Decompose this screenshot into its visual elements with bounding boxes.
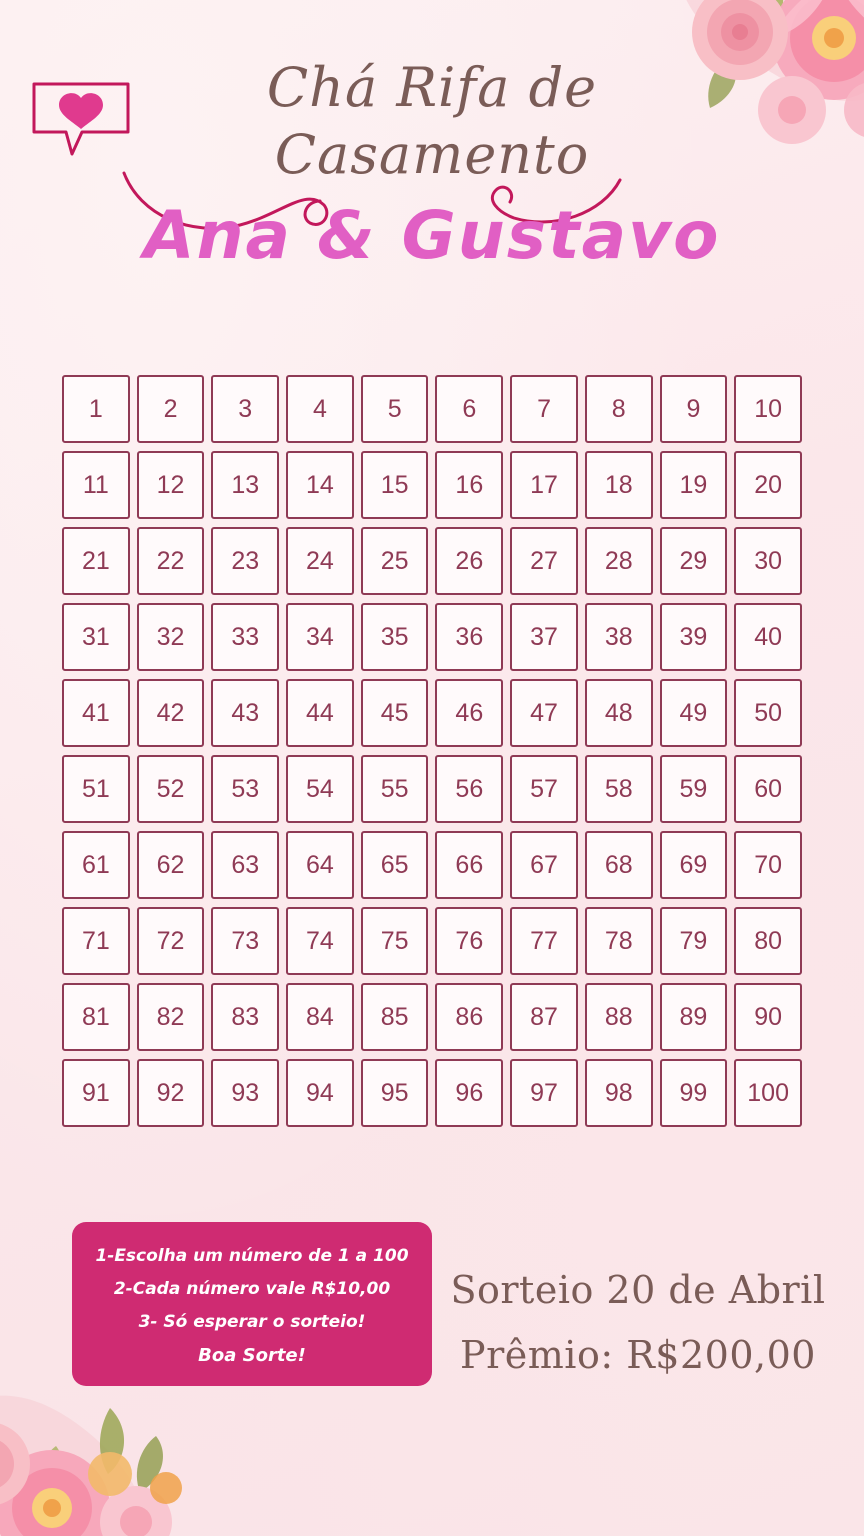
number-cell[interactable]: 63: [211, 831, 279, 899]
title-line-2: Casamento: [274, 122, 590, 186]
number-cell[interactable]: 95: [361, 1059, 429, 1127]
number-cell[interactable]: 82: [137, 983, 205, 1051]
number-cell[interactable]: 47: [510, 679, 578, 747]
number-cell[interactable]: 72: [137, 907, 205, 975]
poster-header: [0, 56, 864, 275]
number-cell[interactable]: 53: [211, 755, 279, 823]
number-cell[interactable]: 51: [62, 755, 130, 823]
number-cell[interactable]: 29: [660, 527, 728, 595]
number-cell[interactable]: 77: [510, 907, 578, 975]
number-cell[interactable]: 17: [510, 451, 578, 519]
number-cell[interactable]: 43: [211, 679, 279, 747]
number-cell[interactable]: 73: [211, 907, 279, 975]
number-cell[interactable]: 36: [435, 603, 503, 671]
number-cell[interactable]: 98: [585, 1059, 653, 1127]
number-cell[interactable]: 70: [734, 831, 802, 899]
number-cell[interactable]: 4: [286, 375, 354, 443]
number-cell[interactable]: 13: [211, 451, 279, 519]
number-cell[interactable]: 23: [211, 527, 279, 595]
number-cell[interactable]: 96: [435, 1059, 503, 1127]
rules-box: [72, 1222, 432, 1386]
draw-date: Sorteio 20 de Abril: [450, 1268, 826, 1312]
number-cell[interactable]: 74: [286, 907, 354, 975]
number-cell[interactable]: 90: [734, 983, 802, 1051]
number-cell[interactable]: 31: [62, 603, 130, 671]
number-cell[interactable]: 67: [510, 831, 578, 899]
number-cell[interactable]: 8: [585, 375, 653, 443]
number-cell[interactable]: 86: [435, 983, 503, 1051]
rule-item: 2-Cada número vale R$10,00: [113, 1279, 391, 1300]
draw-info: [432, 1258, 844, 1387]
number-cell[interactable]: 93: [211, 1059, 279, 1127]
number-grid: [62, 375, 802, 1127]
title-line-1: Chá Rifa de: [266, 56, 598, 119]
good-luck-text: Boa Sorte!: [198, 1345, 306, 1367]
number-cell[interactable]: 3: [211, 375, 279, 443]
number-cell[interactable]: 80: [734, 907, 802, 975]
number-cell[interactable]: 49: [660, 679, 728, 747]
number-cell[interactable]: 92: [137, 1059, 205, 1127]
number-cell[interactable]: 37: [510, 603, 578, 671]
number-cell[interactable]: 15: [361, 451, 429, 519]
number-cell[interactable]: 97: [510, 1059, 578, 1127]
number-cell[interactable]: 26: [435, 527, 503, 595]
number-cell[interactable]: 65: [361, 831, 429, 899]
number-cell[interactable]: 61: [62, 831, 130, 899]
number-cell[interactable]: 24: [286, 527, 354, 595]
number-cell[interactable]: 91: [62, 1059, 130, 1127]
number-cell[interactable]: 12: [137, 451, 205, 519]
number-cell[interactable]: 66: [435, 831, 503, 899]
number-cell[interactable]: 41: [62, 679, 130, 747]
number-cell[interactable]: 44: [286, 679, 354, 747]
number-cell[interactable]: 54: [286, 755, 354, 823]
number-cell[interactable]: 100: [734, 1059, 802, 1127]
number-cell[interactable]: 76: [435, 907, 503, 975]
number-cell[interactable]: 60: [734, 755, 802, 823]
number-cell[interactable]: 28: [585, 527, 653, 595]
number-cell[interactable]: 57: [510, 755, 578, 823]
number-cell[interactable]: 88: [585, 983, 653, 1051]
number-cell[interactable]: 7: [510, 375, 578, 443]
number-cell[interactable]: 83: [211, 983, 279, 1051]
number-cell[interactable]: 22: [137, 527, 205, 595]
number-cell[interactable]: 81: [62, 983, 130, 1051]
number-cell[interactable]: 68: [585, 831, 653, 899]
number-cell[interactable]: 75: [361, 907, 429, 975]
number-cell[interactable]: 21: [62, 527, 130, 595]
prize-amount: Prêmio: R$200,00: [460, 1332, 816, 1377]
number-cell[interactable]: 58: [585, 755, 653, 823]
number-cell[interactable]: 1: [62, 375, 130, 443]
number-cell[interactable]: 19: [660, 451, 728, 519]
number-cell[interactable]: 85: [361, 983, 429, 1051]
rule-item: 3- Só esperar o sorteio!: [138, 1312, 366, 1333]
number-cell[interactable]: 64: [286, 831, 354, 899]
number-cell[interactable]: 59: [660, 755, 728, 823]
number-cell[interactable]: 20: [734, 451, 802, 519]
number-cell[interactable]: 35: [361, 603, 429, 671]
number-cell[interactable]: 2: [137, 375, 205, 443]
number-cell[interactable]: 79: [660, 907, 728, 975]
number-cell[interactable]: 40: [734, 603, 802, 671]
number-cell[interactable]: 56: [435, 755, 503, 823]
number-cell[interactable]: 52: [137, 755, 205, 823]
number-cell[interactable]: 30: [734, 527, 802, 595]
number-cell[interactable]: 38: [585, 603, 653, 671]
number-cell[interactable]: 94: [286, 1059, 354, 1127]
rule-item: 1-Escolha um número de 1 a 100: [95, 1246, 409, 1266]
number-cell[interactable]: 5: [361, 375, 429, 443]
number-cell[interactable]: 14: [286, 451, 354, 519]
number-cell[interactable]: 55: [361, 755, 429, 823]
number-cell[interactable]: 6: [435, 375, 503, 443]
number-cell[interactable]: 16: [435, 451, 503, 519]
number-cell[interactable]: 45: [361, 679, 429, 747]
number-cell[interactable]: 84: [286, 983, 354, 1051]
number-cell[interactable]: 10: [734, 375, 802, 443]
number-cell[interactable]: 46: [435, 679, 503, 747]
number-cell[interactable]: 78: [585, 907, 653, 975]
number-cell[interactable]: 62: [137, 831, 205, 899]
number-cell[interactable]: 9: [660, 375, 728, 443]
number-cell[interactable]: 32: [137, 603, 205, 671]
number-cell[interactable]: 18: [585, 451, 653, 519]
number-cell[interactable]: 48: [585, 679, 653, 747]
number-cell[interactable]: 87: [510, 983, 578, 1051]
number-cell[interactable]: 27: [510, 527, 578, 595]
number-cell[interactable]: 89: [660, 983, 728, 1051]
number-cell[interactable]: 99: [660, 1059, 728, 1127]
couple-names: Ana & Gustavo: [143, 197, 721, 275]
number-cell[interactable]: 39: [660, 603, 728, 671]
number-cell[interactable]: 71: [62, 907, 130, 975]
number-cell[interactable]: 25: [361, 527, 429, 595]
number-cell[interactable]: 11: [62, 451, 130, 519]
number-cell[interactable]: 34: [286, 603, 354, 671]
number-cell[interactable]: 33: [211, 603, 279, 671]
number-cell[interactable]: 69: [660, 831, 728, 899]
number-cell[interactable]: 50: [734, 679, 802, 747]
number-cell[interactable]: 42: [137, 679, 205, 747]
